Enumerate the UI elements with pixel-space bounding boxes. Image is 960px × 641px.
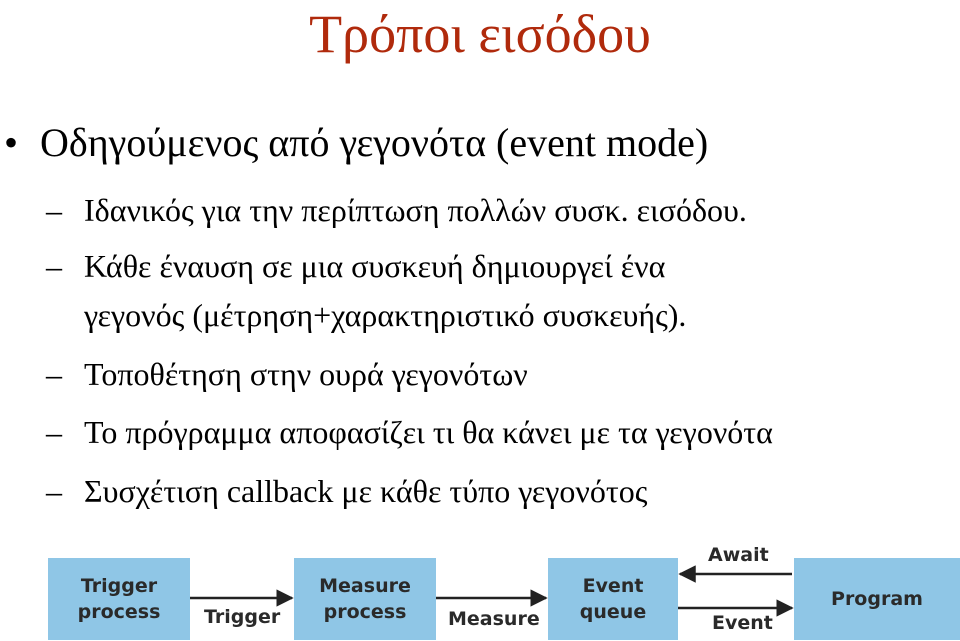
sub-item-3	[46, 354, 528, 394]
measure-flow-label: Measure	[448, 608, 540, 630]
event-queue-label: Event queue	[579, 575, 647, 623]
bullet-symbol: •	[4, 120, 19, 165]
trigger-flow-label: Trigger	[204, 606, 281, 628]
event-mode-diagram	[48, 538, 960, 641]
main-bullet	[4, 118, 708, 168]
sub-item-text: Το πρόγραμμα αποφασίζει τι θα κάνει με τα γεγονότα	[84, 414, 773, 450]
event-flow-label: Event	[712, 612, 773, 634]
trigger-process-label: Trigger process	[77, 575, 161, 623]
dash-symbol: –	[46, 356, 62, 392]
dash-symbol: –	[46, 473, 62, 509]
dash-symbol: –	[46, 414, 62, 450]
main-bullet-text: Οδηγούμενος από γεγονότα (event mode)	[40, 120, 709, 165]
sub-item-4	[46, 412, 773, 452]
slide-title: Τρόποι εισόδου	[309, 4, 651, 64]
program-label: Program	[831, 588, 923, 610]
sub-item-5	[46, 471, 647, 511]
dash-symbol: –	[46, 192, 62, 228]
await-flow-label: Await	[708, 544, 769, 566]
measure-process-label: Measure process	[319, 575, 411, 623]
sub-item-1	[46, 190, 747, 230]
sub-item-text: Ιδανικός για την περίπτωση πολλών συσκ. εισόδου.	[84, 192, 747, 228]
sub-item-text: Κάθε έναυση σε μια συσκευή δημιουργεί ένα	[84, 248, 666, 284]
sub-item-2	[46, 246, 665, 286]
sub-item-text: Τοποθέτηση στην ουρά γεγονότων	[84, 356, 528, 392]
sub-item-text: Συσχέτιση callback με κάθε τύπο γεγονότος	[84, 473, 648, 509]
dash-symbol: –	[46, 248, 62, 284]
sub-item-2-continuation: γεγονός (μέτρηση+χαρακτηριστικό συσκευής).	[84, 297, 687, 333]
